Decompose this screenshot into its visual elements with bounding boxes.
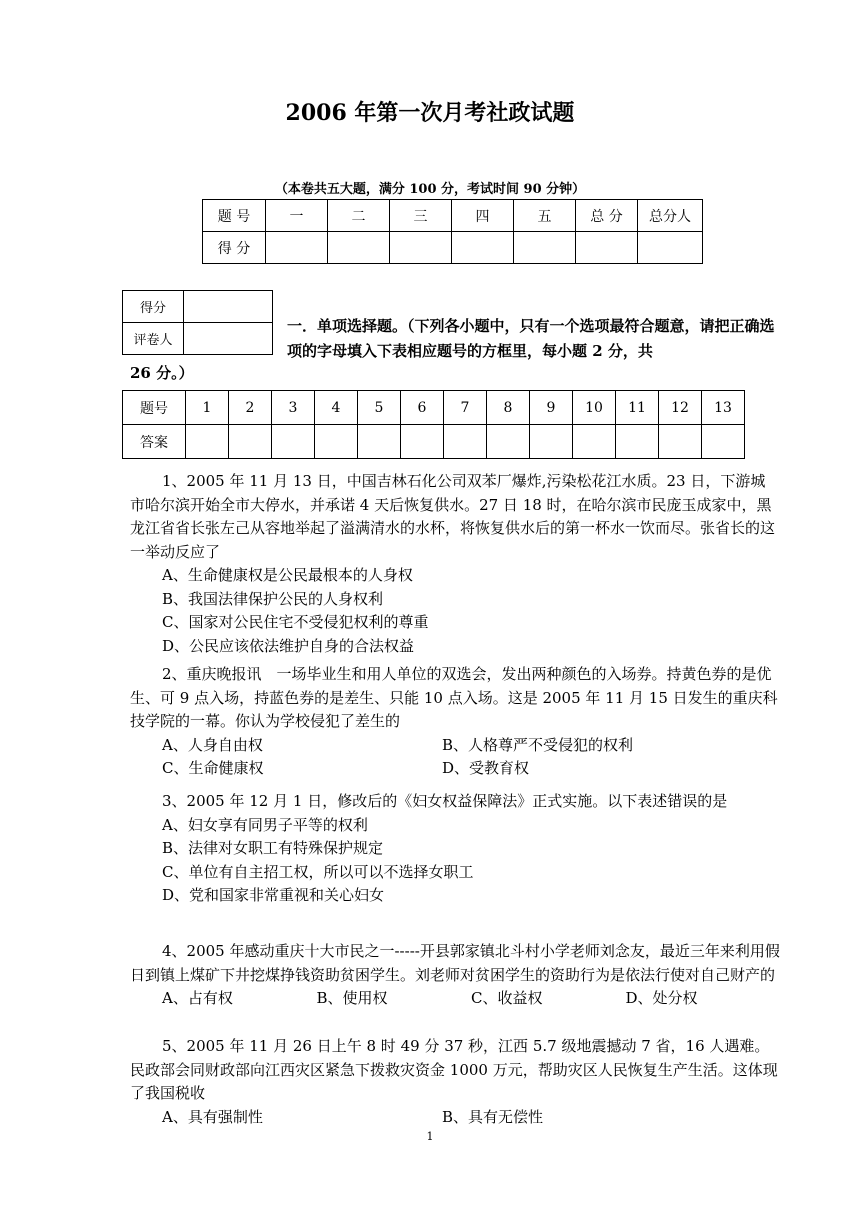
score-cell — [266, 232, 328, 264]
answer-cell — [530, 425, 573, 459]
option-c: C、生命健康权 — [162, 759, 264, 777]
grader-box — [122, 290, 273, 355]
score-header-cell: 五 — [514, 200, 576, 232]
page-number: 1 — [426, 1130, 434, 1143]
answer-cell — [659, 425, 702, 459]
answer-row — [123, 425, 745, 459]
score-cell — [390, 232, 452, 264]
answer-number-cell: 1 — [186, 391, 229, 425]
score-header-cell: 总 分 — [576, 200, 638, 232]
answer-cell — [229, 425, 272, 459]
answer-number-cell: 11 — [616, 391, 659, 425]
option-a: A、占有权 — [162, 989, 233, 1007]
option-b: B、人格尊严不受侵犯的权利 — [442, 735, 634, 754]
option-c: C、单位有自主招工权，所以可以不选择女职工 — [162, 862, 474, 881]
option-b: B、使用权 — [316, 989, 388, 1007]
answer-number-cell: 2 — [229, 391, 272, 425]
score-cell — [328, 232, 390, 264]
question-5 — [130, 1035, 780, 1129]
option-b: B、具有无偿性 — [442, 1107, 544, 1126]
option-b: B、法律对女职工有特殊保护规定 — [162, 839, 384, 857]
option-d: D、处分权 — [625, 989, 698, 1007]
answer-cell — [616, 425, 659, 459]
option-c: C、收益权 — [471, 989, 543, 1007]
score-header-cell: 总分人 — [638, 200, 703, 232]
answer-table — [122, 390, 745, 459]
answer-number-cell: 3 — [272, 391, 315, 425]
score-table-score-row — [203, 232, 703, 264]
answer-number-cell: 4 — [315, 391, 358, 425]
grader-score-label: 得分 — [123, 291, 184, 323]
grader-name-label: 评卷人 — [123, 323, 184, 355]
score-header-cell: 一 — [266, 200, 328, 232]
question-stem: 5、2005 年 11 月 26 日上午 8 时 49 分 37 秒，江西 5.7 级地震撼动 7 省，16 人遇难。民政部会同财政部向江西灾区紧急下拨救灾资金 1000 万元，帮助灾区人民恢复生产生活。这体现了我国税收 — [130, 1037, 778, 1102]
option-a: A、妇女享有同男子平等的权利 — [162, 815, 368, 834]
answer-cell — [702, 425, 745, 459]
score-header-cell: 三 — [390, 200, 452, 232]
option-a: A、人身自由权 — [162, 735, 263, 754]
exam-info: （本卷共五大题，满分 100 分，考试时间 90 分钟） — [274, 182, 586, 197]
question-2 — [130, 663, 780, 781]
score-cell — [452, 232, 514, 264]
answer-number-cell: 5 — [358, 391, 401, 425]
grader-score-cell — [184, 291, 273, 323]
score-cell — [514, 232, 576, 264]
answer-cell — [487, 425, 530, 459]
score-table — [202, 199, 703, 264]
answer-number-row — [123, 391, 745, 425]
question-stem: 3、2005 年 12 月 1 日，修改后的《妇女权益保障法》正式实施。以下表述错误的是 — [162, 792, 728, 810]
answer-number-cell: 7 — [444, 391, 487, 425]
section-heading: 一．单项选择题。（下列各小题中，只有一个选项最符合题意，请把正确选项的字母填入下表相应题号的方框里，每小题 2 分，共 — [287, 317, 775, 360]
answer-number-cell: 6 — [401, 391, 444, 425]
question-stem: 2、重庆晚报讯 一场毕业生和用人单位的双选会，发出两种颜色的入场券。持黄色券的是优生、可 9 点入场，持蓝色券的是差生、只能 10 点入场。这是 2005 年 11 月 15 日发生的重庆科技学院的一幕。你认为学校侵犯了差生的 — [130, 665, 778, 730]
option-b: B、我国法律保护公民的人身权利 — [162, 589, 384, 608]
question-1 — [130, 470, 780, 658]
answer-number-cell: 10 — [573, 391, 616, 425]
answer-number-cell: 12 — [659, 391, 702, 425]
option-d: D、公民应该依法维护自身的合法权益 — [162, 636, 415, 655]
grader-name-cell — [184, 323, 273, 355]
score-header-cell: 题 号 — [203, 200, 266, 232]
section-heading-tail: 26 分。） — [130, 364, 194, 382]
score-cell — [638, 232, 703, 264]
question-4 — [130, 940, 780, 1011]
option-d: D、受教育权 — [442, 759, 530, 777]
answer-cell — [444, 425, 487, 459]
page-title: 2006 年第一次月考社政试题 — [285, 100, 575, 126]
score-table-header-row — [203, 200, 703, 232]
score-header-cell: 二 — [328, 200, 390, 232]
answer-cell — [573, 425, 616, 459]
score-header-cell: 四 — [452, 200, 514, 232]
option-c: C、国家对公民住宅不受侵犯权利的尊重 — [162, 613, 429, 631]
answer-cell — [186, 425, 229, 459]
option-a: A、具有强制性 — [162, 1107, 263, 1126]
question-stem: 1、2005 年 11 月 13 日，中国吉林石化公司双苯厂爆炸,污染松花江水质。23 日，下游城市哈尔滨开始全市大停水，并承诺 4 天后恢复供水。27 日 18 时，在哈尔滨市民庞玉成家中，黑龙江省省长张左己从容地举起了溢满清水的水杯，将恢复供水后的第一杯水一饮而尽。张省长的这一举动反应了 — [130, 472, 776, 561]
question-3 — [130, 790, 780, 908]
score-cell — [576, 232, 638, 264]
answer-cell — [358, 425, 401, 459]
answer-row-label: 答案 — [123, 425, 186, 459]
option-a: A、生命健康权是公民最根本的人身权 — [162, 566, 413, 584]
score-row-label: 得 分 — [203, 232, 266, 264]
answer-cell — [272, 425, 315, 459]
answer-number-cell: 9 — [530, 391, 573, 425]
answer-number-label: 题号 — [123, 391, 186, 425]
answer-number-cell: 8 — [487, 391, 530, 425]
option-d: D、党和国家非常重视和关心妇女 — [162, 886, 385, 904]
answer-cell — [401, 425, 444, 459]
question-stem: 4、2005 年感动重庆十大市民之一-----开县郭家镇北斗村小学老师刘念友，最近三年来利用假日到镇上煤矿下井挖煤挣钱资助贫困学生。刘老师对贫困学生的资助行为是依法行使对自己财产的 — [130, 942, 780, 984]
answer-cell — [315, 425, 358, 459]
answer-number-cell: 13 — [702, 391, 745, 425]
